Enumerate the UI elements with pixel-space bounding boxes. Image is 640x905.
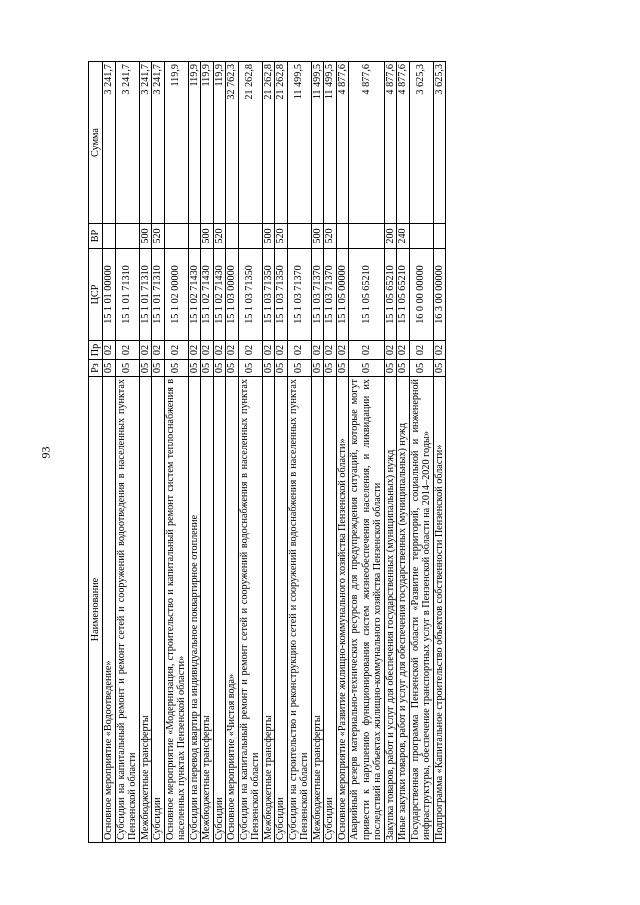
- table-row: [409, 62, 433, 843]
- row-vr: [409, 224, 433, 249]
- row-pr: 02: [349, 341, 385, 360]
- row-pr: 02: [103, 341, 116, 360]
- row-pr: 02: [226, 341, 239, 360]
- row-rz: 05: [397, 360, 410, 377]
- header-row: [89, 62, 103, 843]
- row-pr: 02: [201, 341, 214, 360]
- row-pr: 02: [433, 341, 446, 360]
- row-csr: 15 1 03 71350: [262, 249, 275, 341]
- table-row: [152, 62, 165, 843]
- row-csr: 15 1 03 71370: [311, 249, 324, 341]
- row-vr: [349, 224, 385, 249]
- row-pr: 02: [324, 341, 337, 360]
- row-csr: 15 1 03 71350: [238, 249, 262, 341]
- table-row: [188, 62, 201, 843]
- budget-table: [88, 61, 446, 843]
- row-name: Субсидии на перевод квартир на индивидуальное поквартирное отопление: [188, 377, 201, 843]
- row-rz: 05: [409, 360, 433, 377]
- row-rz: 05: [139, 360, 152, 377]
- table-row: [336, 62, 349, 843]
- row-vr: 520: [275, 224, 288, 249]
- row-name: Субсидии: [152, 377, 165, 843]
- table-row: [287, 62, 311, 843]
- row-csr: 16 0 00 00000: [409, 249, 433, 341]
- row-sum: 11 499,5: [311, 62, 324, 224]
- row-csr: 15 1 05 65210: [397, 249, 410, 341]
- table-row: [115, 62, 139, 843]
- table-row: [349, 62, 385, 843]
- row-sum: 4 877,6: [384, 62, 397, 224]
- row-csr: 15 1 03 71350: [275, 249, 288, 341]
- header-rz: Рз: [89, 360, 103, 377]
- table-row: [213, 62, 226, 843]
- row-name: Субсидии: [213, 377, 226, 843]
- row-vr: 240: [397, 224, 410, 249]
- row-vr: [115, 224, 139, 249]
- page-number: 93: [38, 446, 53, 459]
- row-csr: 15 1 05 00000: [336, 249, 349, 341]
- table-row: [433, 62, 446, 843]
- row-rz: 05: [311, 360, 324, 377]
- row-vr: [336, 224, 349, 249]
- table-row: [275, 62, 288, 843]
- row-pr: 02: [115, 341, 139, 360]
- row-name: Межбюджетные трансферты: [311, 377, 324, 843]
- row-csr: 15 1 01 71310: [152, 249, 165, 341]
- row-name: Субсидии на строительство и реконструкцию сетей и сооружений водоснабжения в населенных пунктах Пензенской области: [287, 377, 311, 843]
- row-rz: 05: [275, 360, 288, 377]
- header-vr: ВР: [89, 224, 103, 249]
- row-sum: 3 625,3: [433, 62, 446, 224]
- row-pr: 02: [262, 341, 275, 360]
- row-csr: 15 1 02 71430: [213, 249, 226, 341]
- row-rz: 05: [103, 360, 116, 377]
- row-sum: 119,9: [188, 62, 201, 224]
- table-row: [201, 62, 214, 843]
- row-vr: 520: [213, 224, 226, 249]
- row-sum: 4 877,6: [336, 62, 349, 224]
- row-pr: 02: [275, 341, 288, 360]
- row-sum: 11 499,5: [287, 62, 311, 224]
- row-csr: 15 1 02 71430: [201, 249, 214, 341]
- row-sum: 4 877,6: [349, 62, 385, 224]
- row-vr: 520: [152, 224, 165, 249]
- row-rz: 05: [238, 360, 262, 377]
- table-header: [89, 62, 103, 843]
- row-vr: [164, 224, 188, 249]
- row-vr: [103, 224, 116, 249]
- table-row: [397, 62, 410, 843]
- rotated-table-container: [88, 62, 566, 843]
- row-name: Субсидии: [275, 377, 288, 843]
- row-vr: [188, 224, 201, 249]
- row-name: Основное мероприятие «Чистая вода»: [226, 377, 239, 843]
- row-csr: 16 3 00 00000: [433, 249, 446, 341]
- row-pr: 02: [336, 341, 349, 360]
- row-csr: 15 1 01 71310: [115, 249, 139, 341]
- row-name: Государственная программа Пензенской области «Развитие территорий, социальной и инженерной инфраструктуры, обеспечение транспортных услуг в Пензенской области на 2014–2020 годы»: [409, 377, 433, 843]
- table-row: [384, 62, 397, 843]
- row-csr: 15 1 02 71430: [188, 249, 201, 341]
- header-sum: Сумма: [89, 62, 103, 224]
- row-sum: 32 762,3: [226, 62, 239, 224]
- row-pr: 02: [384, 341, 397, 360]
- row-sum: 4 877,6: [397, 62, 410, 224]
- row-vr: [226, 224, 239, 249]
- row-name: Межбюджетные трансферты: [139, 377, 152, 843]
- row-name: Субсидии на капитальный ремонт и ремонт сетей и сооружений водоотведения в населенных пунктах Пензенской области: [115, 377, 139, 843]
- row-name: Аварийный резерв материально-технических ресурсов для предупреждения ситуаций, которые могут привести к нарушению функционирования систем жизнеобеспечения населения, и ликвидации их последствий на объектах жилищно-коммунального хозяйства Пензенской области: [349, 377, 385, 843]
- row-csr: 15 1 03 71370: [324, 249, 337, 341]
- row-name: Основное мероприятие «Водоотведение»: [103, 377, 116, 843]
- row-pr: 02: [164, 341, 188, 360]
- row-csr: 15 1 02 00000: [164, 249, 188, 341]
- row-vr: 520: [324, 224, 337, 249]
- row-rz: 05: [324, 360, 337, 377]
- row-rz: 05: [262, 360, 275, 377]
- row-name: Закупка товаров, работ и услуг для обеспечения государственных (муниципальных) нужд: [384, 377, 397, 843]
- row-sum: 3 625,3: [409, 62, 433, 224]
- row-vr: [433, 224, 446, 249]
- row-csr: 15 1 01 71310: [139, 249, 152, 341]
- row-vr: 500: [139, 224, 152, 249]
- row-vr: 500: [311, 224, 324, 249]
- row-pr: 02: [311, 341, 324, 360]
- row-name: Иные закупки товаров, работ и услуг для обеспечения государственных (муниципальных) нужд: [397, 377, 410, 843]
- table-row: [226, 62, 239, 843]
- row-sum: 3 241,7: [103, 62, 116, 224]
- table-row: [139, 62, 152, 843]
- table-row: [311, 62, 324, 843]
- row-name: Основное мероприятие «Модернизация, строительство и капитальный ремонт систем теплоснабжения в населенных пунктах Пензенской области»: [164, 377, 188, 843]
- row-rz: 05: [226, 360, 239, 377]
- row-pr: 02: [213, 341, 226, 360]
- row-rz: 05: [164, 360, 188, 377]
- row-rz: 05: [384, 360, 397, 377]
- row-vr: 200: [384, 224, 397, 249]
- row-sum: 21 262,8: [262, 62, 275, 224]
- row-rz: 05: [201, 360, 214, 377]
- table-row: [238, 62, 262, 843]
- row-vr: [238, 224, 262, 249]
- row-csr: 15 1 05 65210: [384, 249, 397, 341]
- row-csr: 15 1 01 00000: [103, 249, 116, 341]
- row-rz: 05: [433, 360, 446, 377]
- row-rz: 05: [188, 360, 201, 377]
- row-sum: 21 262,8: [238, 62, 262, 224]
- row-csr: 15 1 03 00000: [226, 249, 239, 341]
- row-sum: 119,9: [201, 62, 214, 224]
- row-sum: 21 262,8: [275, 62, 288, 224]
- table-body: [103, 62, 446, 843]
- row-sum: 3 241,7: [115, 62, 139, 224]
- table-row: [164, 62, 188, 843]
- header-pr: Пр: [89, 341, 103, 360]
- row-sum: 11 499,5: [324, 62, 337, 224]
- header-csr: ЦСР: [89, 249, 103, 341]
- row-name: Субсидии: [324, 377, 337, 843]
- row-pr: 02: [287, 341, 311, 360]
- row-vr: 500: [262, 224, 275, 249]
- row-rz: 05: [336, 360, 349, 377]
- row-sum: 3 241,7: [139, 62, 152, 224]
- row-rz: 05: [349, 360, 385, 377]
- row-sum: 3 241,7: [152, 62, 165, 224]
- row-rz: 05: [287, 360, 311, 377]
- row-name: Подпрограмма «Капитальное строительство объектов собственности Пензенской области»: [433, 377, 446, 843]
- row-pr: 02: [188, 341, 201, 360]
- row-pr: 02: [238, 341, 262, 360]
- row-name: Межбюджетные трансферты: [262, 377, 275, 843]
- table-row: [324, 62, 337, 843]
- row-name: Основное мероприятие «Развитие жилищно-коммунального хозяйства Пензенской области»: [336, 377, 349, 843]
- row-sum: 119,9: [164, 62, 188, 224]
- row-pr: 02: [139, 341, 152, 360]
- row-sum: 119,9: [213, 62, 226, 224]
- header-name: Наименование: [89, 377, 103, 843]
- row-vr: [287, 224, 311, 249]
- row-rz: 05: [213, 360, 226, 377]
- table-row: [262, 62, 275, 843]
- row-rz: 05: [152, 360, 165, 377]
- row-pr: 02: [152, 341, 165, 360]
- row-rz: 05: [115, 360, 139, 377]
- row-vr: 500: [201, 224, 214, 249]
- row-csr: 15 1 05 65210: [349, 249, 385, 341]
- row-pr: 02: [397, 341, 410, 360]
- table-row: [103, 62, 116, 843]
- row-name: Субсидии на капитальный ремонт и ремонт сетей и сооружений водоснабжения в населенных пунктах Пензенской области: [238, 377, 262, 843]
- row-name: Межбюджетные трансферты: [201, 377, 214, 843]
- row-pr: 02: [409, 341, 433, 360]
- row-csr: 15 1 03 71370: [287, 249, 311, 341]
